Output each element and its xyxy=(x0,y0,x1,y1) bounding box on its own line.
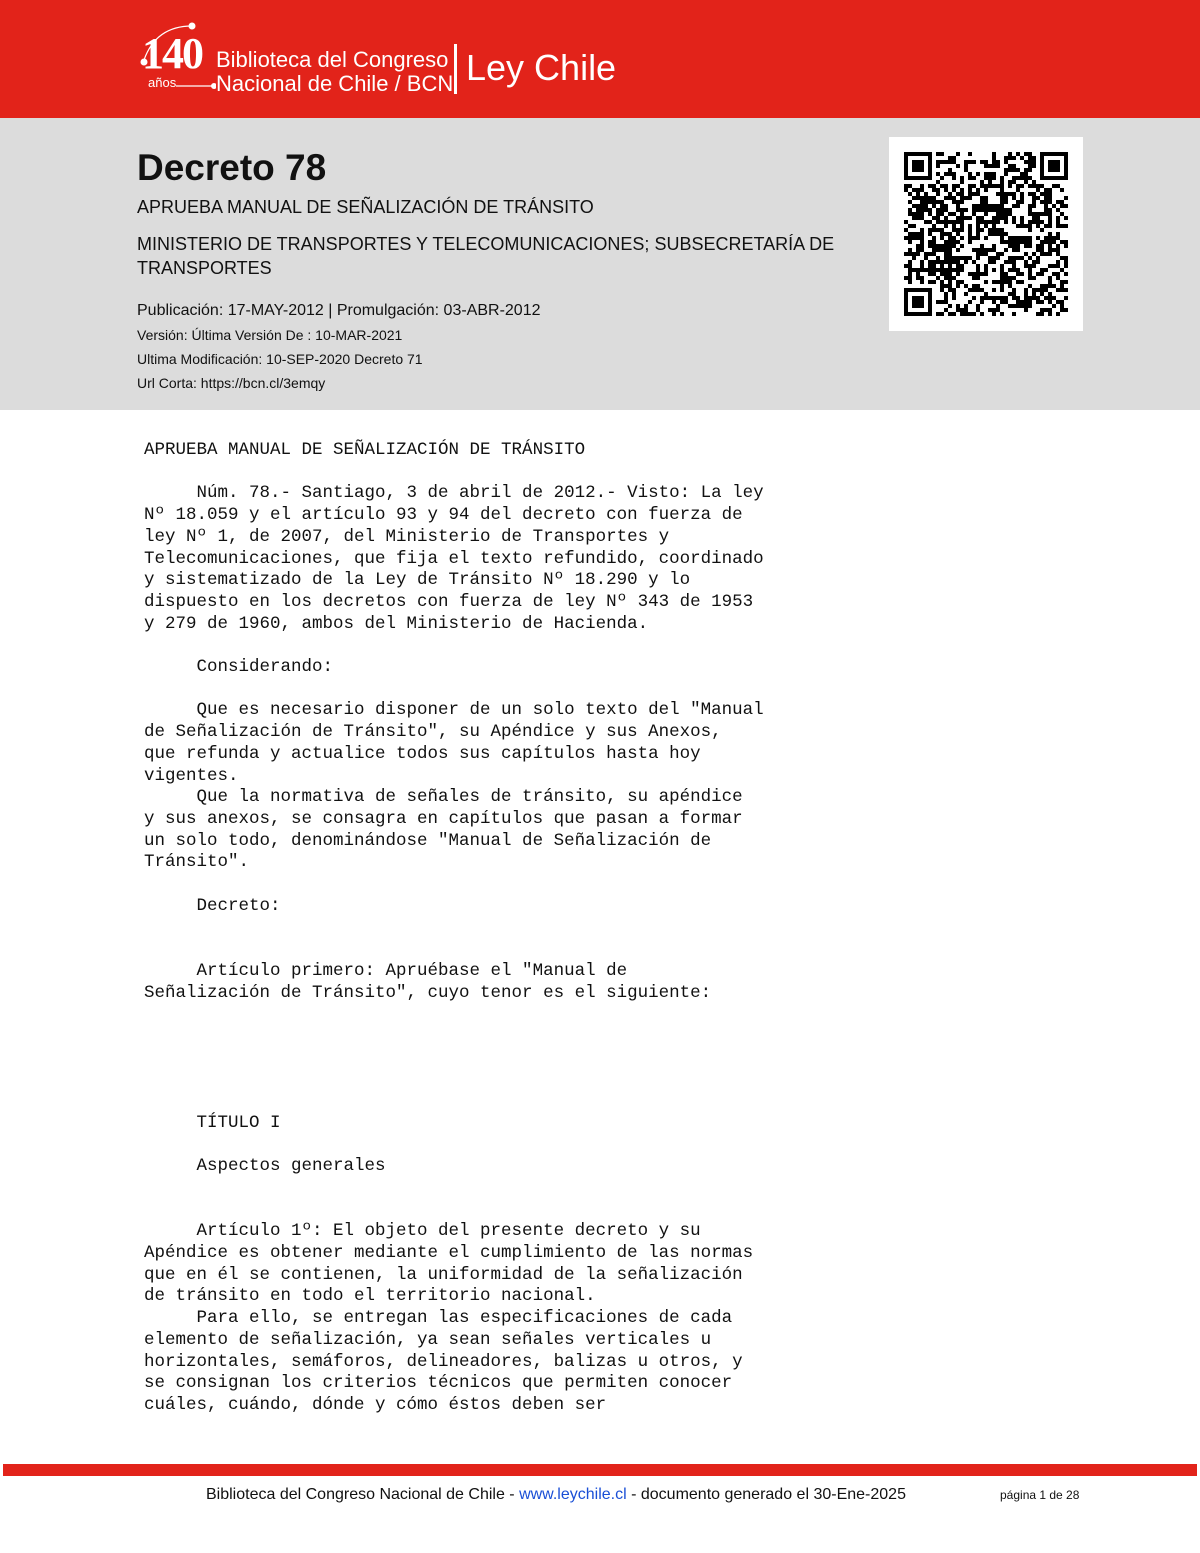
footer-leychile-link[interactable]: www.leychile.cl xyxy=(519,1486,627,1503)
logo-name-line2: Nacional de Chile / BCN xyxy=(216,71,454,96)
version-info: Versión: Última Versión De : 10-MAR-2021 xyxy=(137,327,403,343)
publication-dates: Publicación: 17-MAY-2012 | Promulgación: 03-ABR-2012 xyxy=(137,302,541,319)
footer-divider-bar xyxy=(3,1464,1197,1476)
footer-credits xyxy=(206,1484,906,1506)
document-title: Decreto 78 xyxy=(137,147,327,188)
bcn-logo[interactable] xyxy=(136,20,617,100)
page-number: página 1 de 28 xyxy=(1000,1488,1080,1502)
short-url[interactable]: Url Corta: https://bcn.cl/3emqy xyxy=(137,375,326,391)
logo-anniversary-number: 140 xyxy=(142,29,202,78)
qr-code-icon xyxy=(889,137,1083,331)
logo-brand-ley-chile: Ley Chile xyxy=(466,47,617,88)
footer-prefix: Biblioteca del Congreso Nacional de Chile - xyxy=(206,1486,520,1503)
document-subtitle: APRUEBA MANUAL DE SEÑALIZACIÓN DE TRÁNSITO xyxy=(137,197,594,217)
last-modification-info: Ultima Modificación: 10-SEP-2020 Decreto 71 xyxy=(137,351,423,367)
logo-separator xyxy=(454,44,457,94)
logo-name-line1: Biblioteca del Congreso xyxy=(216,47,449,72)
decree-body-text: APRUEBA MANUAL DE SEÑALIZACIÓN DE TRÁNSITO Núm. 78.- Santiago, 3 de abril de 2012.- Visto: La ley Nº 18.059 y el artículo 93 y 94 del decreto con fuerza de ley Nº 1, de 2007, del Ministerio de Transportes y Telecomunicaciones, que fija el texto refundido, coordinado y sistematizado de la Ley de Tránsito Nº 18.290 y lo dispuesto en los decretos con fuerza de ley Nº 343 de 1953 y 279 de 1960, ambos del Ministerio de Hacienda. Considerando: Que es necesario disponer de un solo texto del "Manual de Señalización de Tránsito", su Apéndice y sus Anexos, que refunda y actualice todos sus capítulos hasta hoy vigentes. Que la normativa de señales de tránsito, su apéndice y sus anexos, se consagra en capítulos que pasan a formar un solo todo, denominándose "Manual de Señalización de Tránsito". Decreto: Artículo primero: Apruébase el "Manual de Señalización de Tránsito", cuyo tenor es el siguiente: TÍTULO I Aspectos generales Artículo 1º: El objeto del presente decreto y su Apéndice es obtener mediante el cumplimiento de las normas que en él se contienen, la uniformidad de la señalización de tránsito en todo el territorio nacional. Para ello, se entregan las especificaciones de cada elemento de señalización, ya sean señales verticales u horizontales, semáforos, delineadores, balizas u otros, y se consignan los criterios técnicos que permiten conocer cuáles, cuándo, dónde y cómo éstos deben ser xyxy=(144,440,764,1415)
logo-anniversary-unit: años xyxy=(148,75,177,90)
footer-suffix: - documento generado el 30-Ene-2025 xyxy=(626,1486,906,1503)
document-ministry: MINISTERIO DE TRANSPORTES Y TELECOMUNICACIONES; SUBSECRETARÍA DE TRANSPORTES xyxy=(137,234,835,278)
qr-code-graphic xyxy=(904,152,1068,316)
top-banner xyxy=(0,0,1200,118)
